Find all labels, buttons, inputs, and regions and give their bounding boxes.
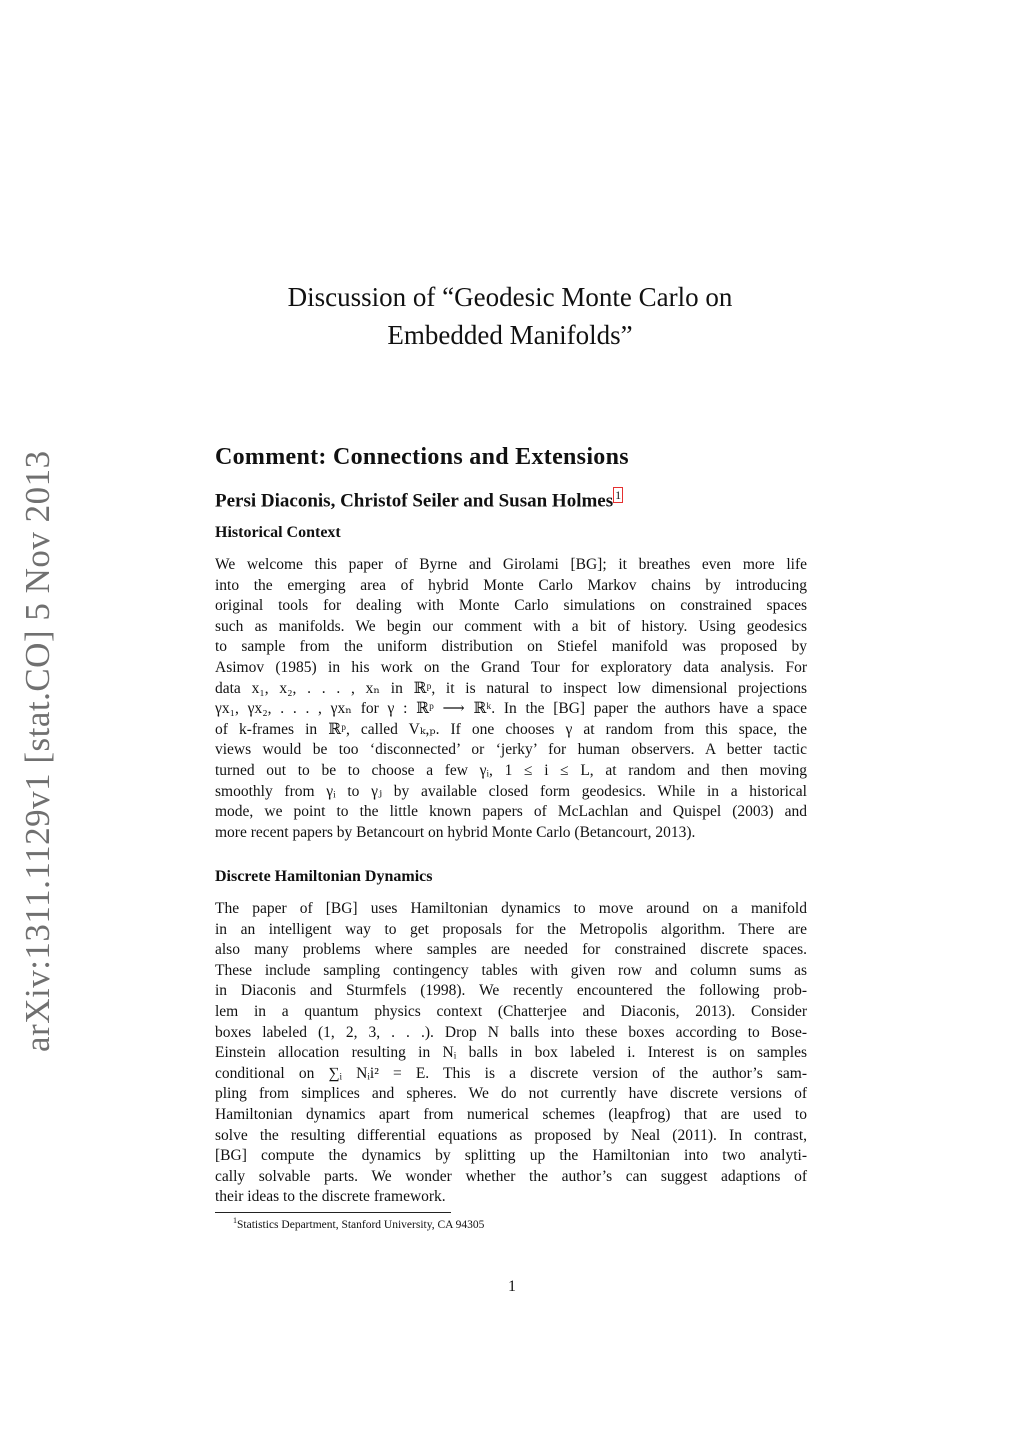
footnote [233,1216,484,1231]
text-line: solve the resulting differential equations as proposed by Neal (2011). In contrast, [215,1126,807,1144]
text-line: original tools for dealing with Monte Carlo simulations on constrained spaces [215,597,807,615]
text-line: boxes labeled (1, 2, 3, . . .). Drop N balls into these boxes according to Bose- [215,1023,807,1041]
text-line: in an intelligent way to get proposals for the Metropolis algorithm. There are [215,920,807,938]
text-line: These include sampling contingency tables with given row and column sums as [215,961,807,979]
text-line: [BG] compute the dynamics by splitting up the Hamiltonian into two analyti- [215,1147,807,1165]
text-line: their ideas to the discrete framework. [215,1188,446,1206]
text-line: more recent papers by Betancourt on hybrid Monte Carlo (Betancourt, 2013). [215,823,696,841]
arxiv-identifier-stamp: arXiv:1311.1129v1 [stat.CO] 5 Nov 2013 [18,450,57,1052]
text-line: The paper of [BG] uses Hamiltonian dynamics to move around on a manifold [215,900,807,917]
text-line: We welcome this paper of Byrne and Girolami [BG]; it breathes even more life [215,556,807,573]
text-line: data x₁, x₂, . . . , xₙ in ℝᵖ, it is natural to inspect low dimensional projections [215,679,807,697]
text-line: to sample from the uniform distribution on Stiefel manifold was proposed by [215,638,807,656]
text-line: Einstein allocation resulting in Nᵢ balls in box labeled i. Interest is on samples [215,1044,807,1062]
text-line: Asimov (1985) in his work on the Grand Tour for exploratory data analysis. For [215,658,807,676]
text-line: views would be too ‘disconnected’ or ‘jerky’ for human observers. A better tactic [215,741,807,759]
paragraph-discrete-hamiltonian [215,899,807,1208]
footnote-mark: 1 [233,1216,237,1225]
comment-heading: Comment: Connections and Extensions [215,444,629,470]
paragraph-historical-context [215,555,807,843]
author-footnote-link[interactable]: 1 [615,488,622,502]
text-line: in Diaconis and Sturmfels (1998). We recently encountered the following prob- [215,982,807,1000]
text-line: of k-frames in ℝᵖ, called Vₖ,ₚ. If one chooses γ at random from this space, the [215,720,807,738]
page-number: 1 [508,1278,516,1295]
paper-title [200,278,820,354]
authors-text: Persi Diaconis, Christof Seiler and Susan Holmes [215,490,614,512]
text-line: Hamiltonian dynamics apart from numerical schemes (leapfrog) that are used to [215,1105,807,1123]
text-line: such as manifolds. We begin our comment with a bit of history. Using geodesics [215,617,807,635]
section-heading-historical: Historical Context [215,524,341,541]
text-line: lem in a quantum physics context (Chatterjee and Diaconis, 2013). Consider [215,1002,807,1020]
footnote-divider [215,1212,451,1213]
text-line: γx₁, γx₂, . . . , γxₙ for γ : ℝᵖ ⟶ ℝᵏ. In the [BG] paper the authors have a space [215,700,807,718]
title-line-2: Embedded Manifolds” [387,320,633,350]
text-line: into the emerging area of hybrid Monte Carlo Markov chains by introducing [215,576,807,594]
author-list [215,488,623,512]
text-line: cally solvable parts. We wonder whether the author’s can suggest adaptions of [215,1167,807,1185]
text-line: mode, we point to the little known papers of McLachlan and Quispel (2003) and [215,803,807,821]
text-line: also many problems where samples are needed for constrained discrete spaces. [215,941,807,959]
footnote-text: Statistics Department, Stanford University, CA 94305 [237,1218,485,1231]
text-line: conditional on ∑ᵢ Nᵢi² = E. This is a discrete version of the author’s sam- [215,1064,807,1082]
text-line: smoothly from γᵢ to γⱼ by available closed form geodesics. While in a historical [215,782,807,800]
title-line-1: Discussion of “Geodesic Monte Carlo on [287,282,733,312]
text-line: pling from simplices and spheres. We do not currently have discrete versions of [215,1085,807,1103]
text-line: turned out to be to choose a few γᵢ, 1 ≤ i ≤ L, at random and then moving [215,761,807,779]
section-heading-hamiltonian: Discrete Hamiltonian Dynamics [215,868,433,885]
